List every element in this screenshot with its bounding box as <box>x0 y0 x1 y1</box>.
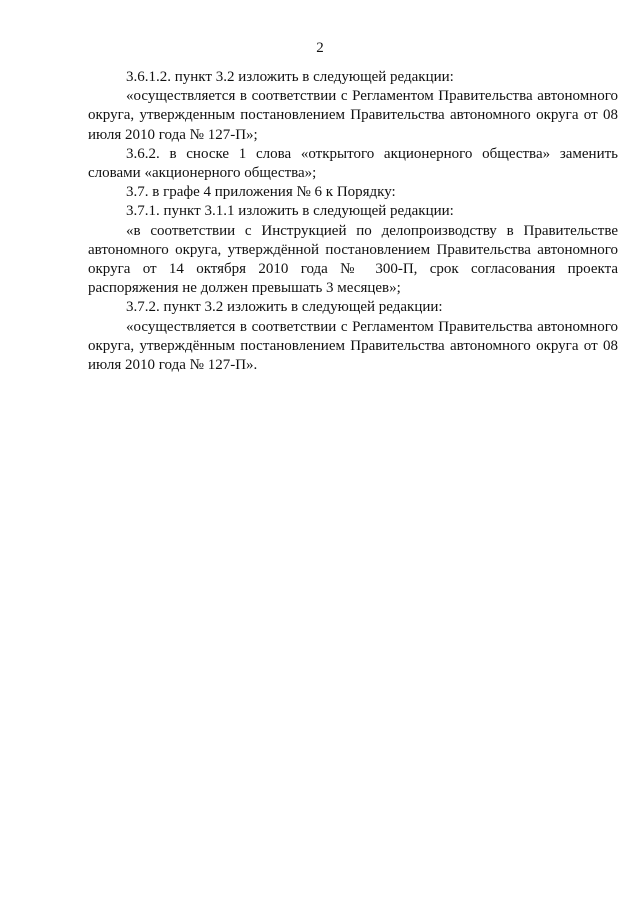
document-body <box>88 68 618 375</box>
paragraph-quote-instruction: «в соответствии с Инструкцией по делопроизводству в Правительстве автономного округа, утверждённой постановлением Правительства автономного округа от 14 октября 2010 года № 300-П, срок согласования проекта распоряжения не должен превышать 3 месяцев»; <box>88 222 618 297</box>
paragraph-3-7-1: 3.7.1. пункт 3.1.1 изложить в следующей редакции: <box>126 203 454 220</box>
paragraph-3-6-2: 3.6.2. в сноске 1 слова «открытого акционерного общества» заменить словами «акционерного общества»; <box>88 145 618 182</box>
paragraph-3-7-2: 3.7.2. пункт 3.2 изложить в следующей редакции: <box>126 299 443 316</box>
paragraph-quote-reglament-1: «осуществляется в соответствии с Регламентом Правительства автономного округа, утвержденным постановлением Правительства автономного округа от 08 июля 2010 года № 127-П»; <box>88 88 618 143</box>
paragraph-3-6-1-2: 3.6.1.2. пункт 3.2 изложить в следующей редакции: <box>126 69 454 85</box>
paragraph-quote-reglament-2: «осуществляется в соответствии с Регламентом Правительства автономного округа, утверждённым постановлением Правительства автономного округа от 08 июля 2010 года № 127-П». <box>88 318 618 374</box>
paragraph-3-7: 3.7. в графе 4 приложения № 6 к Порядку: <box>126 184 396 201</box>
page-number: 2 <box>316 40 324 56</box>
